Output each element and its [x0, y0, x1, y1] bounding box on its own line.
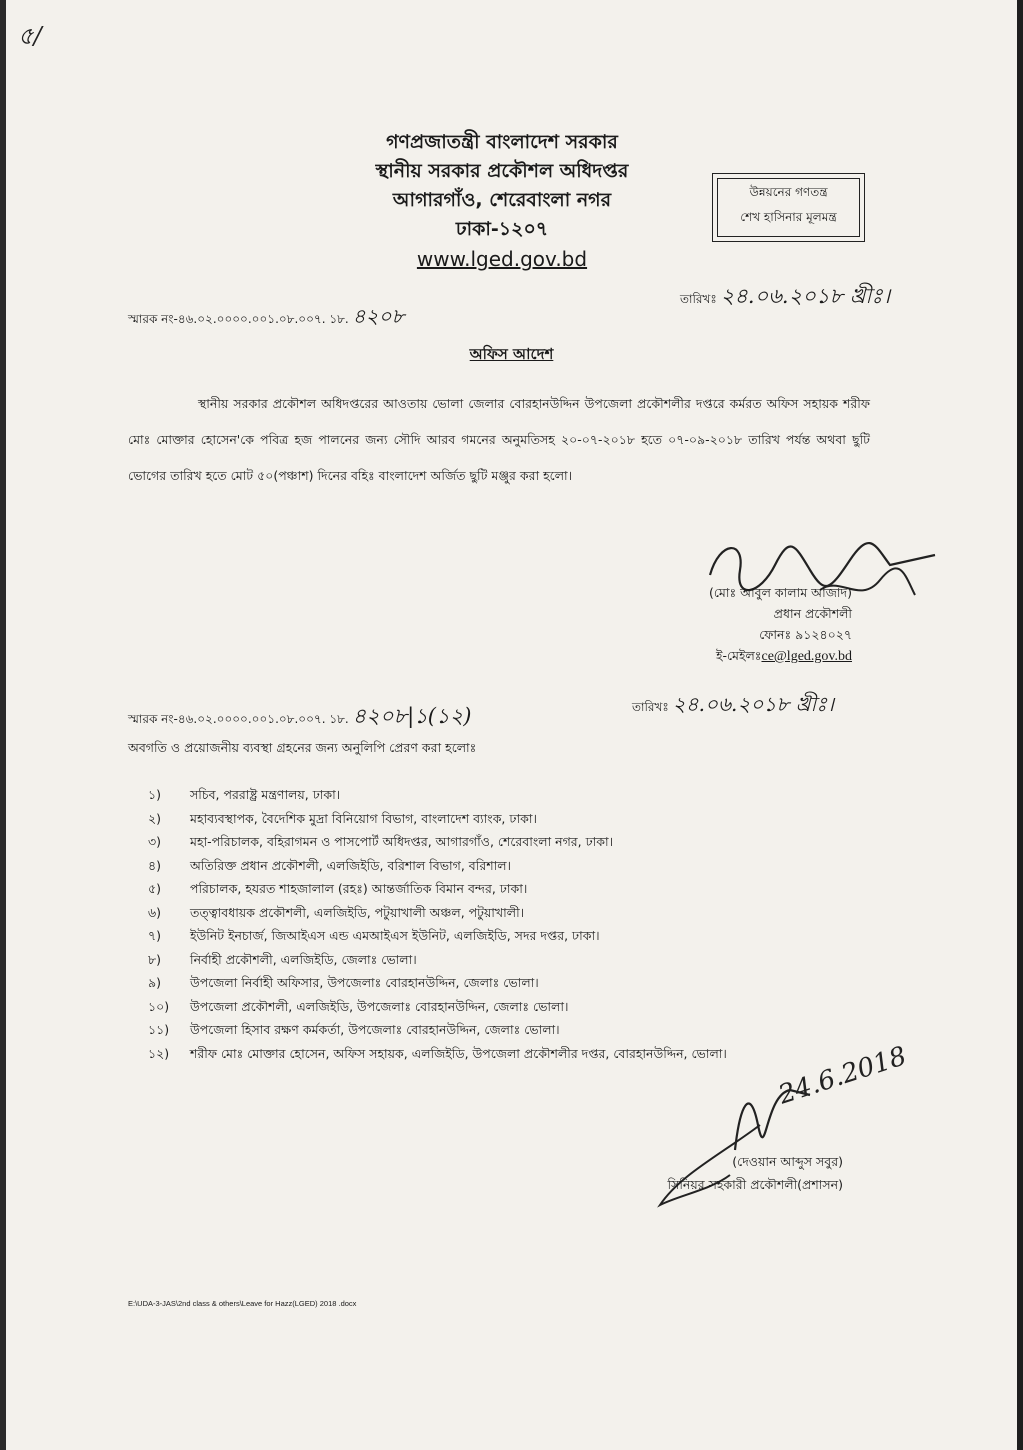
corner-handwritten-mark: ৫/ — [18, 22, 42, 50]
list-item-text: মহা-পরিচালক, বহিরাগমন ও পাসপোর্ট অধিদপ্তর, আগারগাঁও, শেরেবাংলা নগর, ঢাকা। — [190, 834, 614, 849]
list-item-text: সচিব, পররাষ্ট্র মন্ত্রণালয়, ঢাকা। — [190, 787, 341, 802]
handwritten-date: ২৪.০৬.২০১৮ খ্রীঃ। — [720, 284, 891, 308]
date-label: তারিখঃ — [680, 292, 717, 306]
handwritten-sign-date: 24.6.2018 — [775, 1041, 911, 1111]
motto-box — [712, 173, 865, 242]
list-item-number: ৭) — [148, 928, 162, 943]
list-item-text: নির্বাহী প্রকৌশলী, এলজিইডি, জেলাঃ ভোলা। — [190, 951, 417, 967]
list-item-text: উপজেলা হিসাব রক্ষণ কর্মকর্তা, উপজেলাঃ বোরহানউদ্দিন, জেলাঃ ভোলা। — [190, 1022, 560, 1037]
memo-number-1 — [128, 302, 405, 335]
list-item-text: উপজেলা প্রকৌশলী, এলজিইডি, উপজেলাঃ বোরহানউদ্দিন, জেলাঃ ভোলা। — [190, 998, 569, 1014]
signatory-1-phone: ফোনঃ ৯১২৪০২৭ — [759, 627, 852, 642]
list-item-number: ৪) — [148, 857, 161, 873]
list-item-number: ১২) — [148, 1045, 170, 1061]
order-body: স্থানীয় সরকার প্রকৌশল অধিদপ্তরের আওতায় ভোলা জেলার বোরহানউদ্দিন উপজেলা প্রকৌশলীর দপ্তরে কর্মরত অফিস সহায়ক শরীফ মোঃ মোক্তার হোসেন'কে পবিত্র হজ পালনের জন্য সৌদি আরব গমনের অনুমতিসহ ২০-০৭-২০১৮ হতে ০৭-০৯-২০১৮ তারিখ পর্যন্ত অথবা ছুটি ভোগের তারিখ হতে মোট ৫০(পঞ্চাশ) দিনের বহিঃ বাংলাদেশ অর্জিত ছুটি মঞ্জুর করা হলো। — [128, 396, 870, 483]
list-item-number: ৫) — [148, 881, 161, 896]
list-item-number: ৯) — [148, 975, 161, 990]
signatory-1 — [640, 582, 852, 667]
memo-handwritten-number: ৪২০৮|১(১২) — [352, 704, 472, 728]
list-item — [148, 928, 868, 952]
list-item-number: ১) — [148, 787, 161, 802]
signatory-2-name: (দেওয়ান আব্দুস সবুর) — [732, 1154, 843, 1169]
list-item — [148, 881, 868, 905]
list-item — [148, 952, 868, 976]
memo-handwritten-number: ৪২০৮ — [352, 304, 405, 328]
list-item-text: শরীফ মোঃ মোক্তার হোসেন, অফিস সহায়ক, এলজিইডি, উপজেলা প্রকৌশলীর দপ্তর, বোরহানউদ্দিন, ভোলা। — [190, 1045, 727, 1061]
memo-number-2 — [128, 700, 471, 735]
memo-label: স্মারক নং-৪৬.০২.০০০০.০০১.০৮.০০৭. ১৮. — [128, 312, 349, 326]
motto-line-2: শেখ হাসিনার মূলমন্ত্র — [740, 210, 837, 224]
signatory-1-name: (মোঃ আবুল কালাম আজাদ) — [708, 585, 852, 600]
list-item-number: ১০) — [148, 998, 170, 1014]
list-item-text: মহাব্যবস্থাপক, বৈদেশিক মুদ্রা বিনিয়োগ বিভাগ, বাংলাদেশ ব্যাংক, ঢাকা। — [190, 810, 537, 826]
list-item — [148, 975, 868, 999]
list-item — [148, 905, 868, 929]
handwritten-date: ২৪.০৬.২০১৮ খ্রীঃ। — [672, 692, 835, 716]
list-item — [148, 1022, 868, 1046]
signatory-2 — [600, 1150, 843, 1196]
list-item — [148, 858, 868, 882]
motto-line-1: উন্নয়নের গণতন্ত্র — [749, 185, 828, 199]
list-item-number: ৩) — [148, 834, 162, 849]
list-item-number: ২) — [148, 810, 162, 826]
copy-recipients-list — [148, 787, 868, 1069]
date-label: তারিখঃ — [632, 700, 669, 714]
list-item-number: ১১) — [148, 1022, 170, 1037]
memo-date-1 — [680, 280, 890, 315]
signatory-1-designation: প্রধান প্রকৌশলী — [773, 606, 852, 621]
list-item — [148, 834, 868, 858]
list-item-number: ৮) — [148, 951, 161, 967]
govt-name: গণপ্রজাতন্ত্রী বাংলাদেশ সরকার — [386, 131, 618, 153]
list-item — [148, 811, 868, 835]
copies-intro: অবগতি ও প্রয়োজনীয় ব্যবস্থা গ্রহনের জন্য অনুলিপি প্রেরণ করা হলোঃ — [128, 740, 477, 755]
address-line: আগারগাঁও, শেরেবাংলা নগর — [392, 189, 612, 211]
memo-date-2 — [632, 690, 834, 723]
list-item-text: ইউনিট ইনচার্জ, জিআইএস এন্ড এমআইএস ইউনিট, এলজিইডি, সদর দপ্তর, ঢাকা। — [190, 928, 600, 943]
list-item-text: উপজেলা নির্বাহী অফিসার, উপজেলাঃ বোরহানউদ্দিন, জেলাঃ ভোলা। — [190, 975, 539, 990]
list-item-text: তত্ত্বাবধায়ক প্রকৌশলী, এলজিইডি, পটুয়াখালী অঞ্চল, পটুয়াখালী। — [190, 904, 525, 920]
file-path-footer: E:\UDA-3-JAS\2nd class & others\Leave for Hazz(LGED) 2018 .docx — [128, 1299, 357, 1308]
letterhead — [0, 128, 1023, 274]
list-item-number: ৬) — [148, 904, 162, 920]
list-item — [148, 787, 868, 811]
dept-name: স্থানীয় সরকার প্রকৌশল অধিদপ্তর — [375, 160, 629, 182]
city-line: ঢাকা-১২০৭ — [455, 218, 549, 240]
list-item-text: অতিরিক্ত প্রধান প্রকৌশলী, এলজিইডি, বরিশাল বিভাগ, বরিশাল। — [190, 857, 512, 873]
signatory-2-designation: সিনিয়র সহকারী প্রকৌশলী(প্রশাসন) — [667, 1177, 843, 1192]
memo-label: স্মারক নং-৪৬.০২.০০০০.০০১.০৮.০০৭. ১৮. — [128, 712, 349, 726]
website-link[interactable]: www.lged.gov.bd — [416, 247, 588, 271]
list-item-text: পরিচালক, হযরত শাহজালাল (রহঃ) আন্তর্জাতিক বিমান বন্দর, ঢাকা। — [190, 881, 528, 896]
email-label: ই-মেইলঃ — [715, 648, 762, 663]
document-title: অফিস আদেশ — [469, 345, 554, 363]
signatory-1-email-row — [640, 645, 852, 667]
list-item — [148, 999, 868, 1023]
email-link[interactable]: ce@lged.gov.bd — [761, 649, 852, 664]
